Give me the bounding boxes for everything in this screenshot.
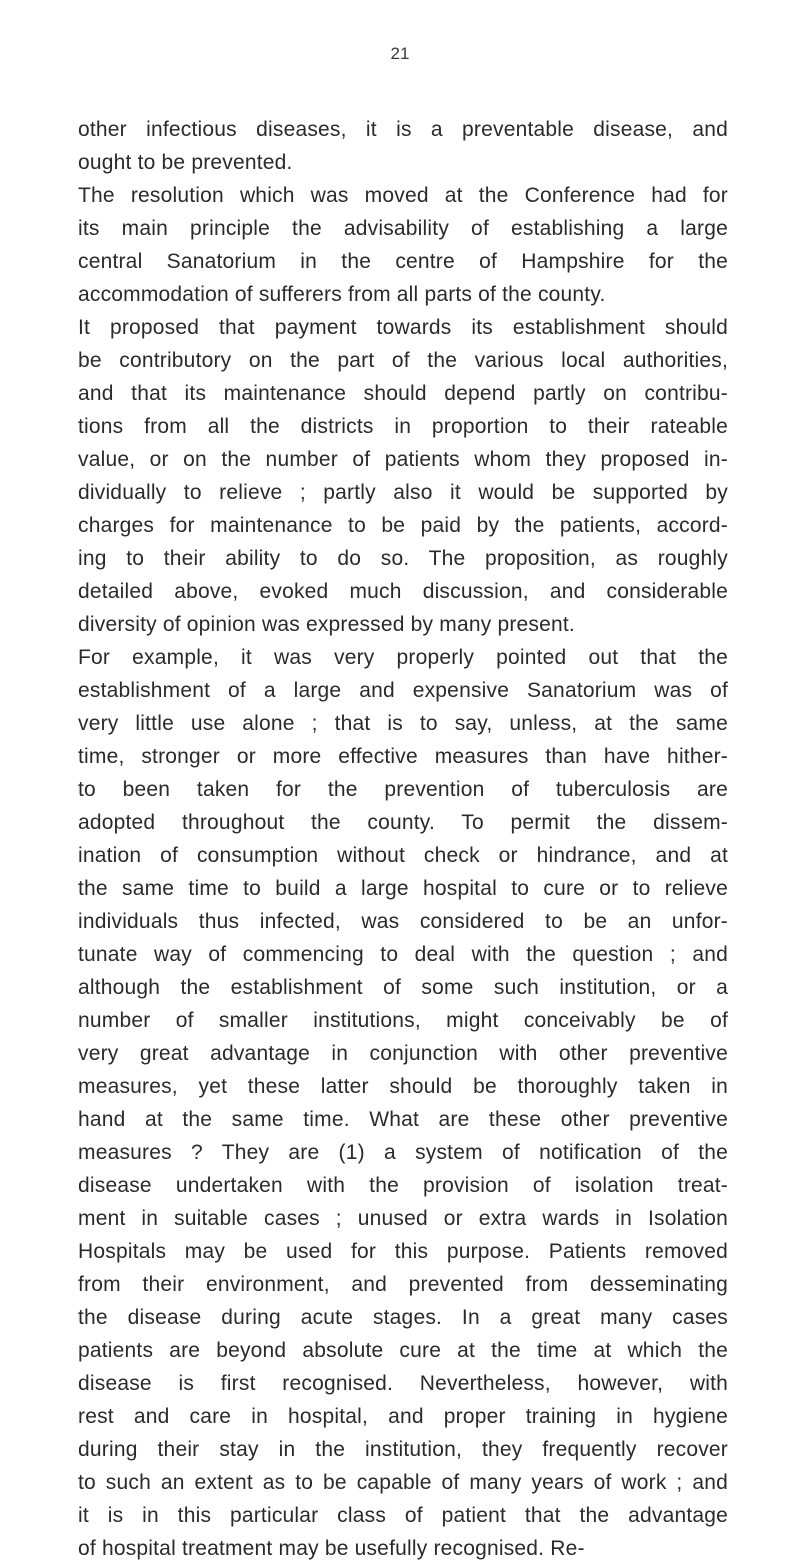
text-line: from their environment, and prevented from desseminating [78,1273,728,1296]
text-line: of hospital treatment may be usefully recognised. Re- [78,1537,585,1560]
text-line: adopted throughout the county. To permit the dissem- [78,811,728,834]
text-line: individuals thus infected, was considered to be an unfor- [78,910,728,933]
text-line: and that its maintenance should depend partly on contribu- [78,382,728,405]
text-line: time, stronger or more effective measures than have hither- [78,745,728,768]
text-line: tunate way of commencing to deal with the question ; and [78,943,728,966]
text-line: patients are beyond absolute cure at the time at which the [78,1339,728,1362]
text-line: rest and care in hospital, and proper training in hygiene [78,1405,728,1428]
text-line: hand at the same time. What are these other preventive [78,1108,728,1131]
text-line: ought to be prevented. [78,151,293,174]
text-line: ing to their ability to do so. The proposition, as roughly [78,547,728,570]
text-line: although the establishment of some such institution, or a [78,976,728,999]
text-line: number of smaller institutions, might conceivably be of [78,1009,728,1032]
text-line: establishment of a large and expensive Sanatorium was of [78,679,728,702]
text-line: other infectious diseases, it is a preventable disease, and [78,118,728,141]
paragraph-proposal [78,311,728,641]
text-line: be contributory on the part of the various local authorities, [78,349,728,372]
text-line: measures, yet these latter should be thoroughly taken in [78,1075,728,1098]
body-text [78,113,728,1565]
text-line: ment in suitable cases ; unused or extra wards in Isolation [78,1207,728,1230]
paragraph-continuation [78,113,728,179]
text-line: it is in this particular class of patient that the advantage [78,1504,728,1527]
text-line: charges for maintenance to be paid by the patients, accord- [78,514,728,537]
text-line: For example, it was very properly pointed out that the [78,646,728,669]
paragraph-example [78,641,728,1565]
text-line: very little use alone ; that is to say, unless, at the same [78,712,728,735]
text-line: the disease during acute stages. In a great many cases [78,1306,728,1329]
text-line: It proposed that payment towards its establishment should [78,316,728,339]
text-line: detailed above, evoked much discussion, and considerable [78,580,728,603]
text-line: to such an extent as to be capable of many years of work ; and [78,1471,728,1494]
text-line: during their stay in the institution, they frequently recover [78,1438,728,1461]
text-line: Hospitals may be used for this purpose. Patients removed [78,1240,728,1263]
text-line: The resolution which was moved at the Conference had for [78,184,728,207]
text-line: to been taken for the prevention of tuberculosis are [78,778,728,801]
paragraph-resolution [78,179,728,311]
text-line: very great advantage in conjunction with other preventive [78,1042,728,1065]
text-line: the same time to build a large hospital to cure or to relieve [78,877,728,900]
text-line: its main principle the advisability of establishing a large [78,217,728,240]
text-line: accommodation of sufferers from all parts of the county. [78,283,606,306]
text-line: ination of consumption without check or hindrance, and at [78,844,728,867]
text-line: tions from all the districts in proportion to their rateable [78,415,728,438]
text-line: measures ? They are (1) a system of notification of the [78,1141,728,1164]
text-line: disease is first recognised. Nevertheless, however, with [78,1372,728,1395]
page-number: 21 [390,44,410,63]
text-line: disease undertaken with the provision of isolation treat- [78,1174,728,1197]
text-line: value, or on the number of patients whom they proposed in- [78,448,728,471]
text-line: dividually to relieve ; partly also it would be supported by [78,481,728,504]
text-line: central Sanatorium in the centre of Hampshire for the [78,250,728,273]
text-line: diversity of opinion was expressed by many present. [78,613,575,636]
